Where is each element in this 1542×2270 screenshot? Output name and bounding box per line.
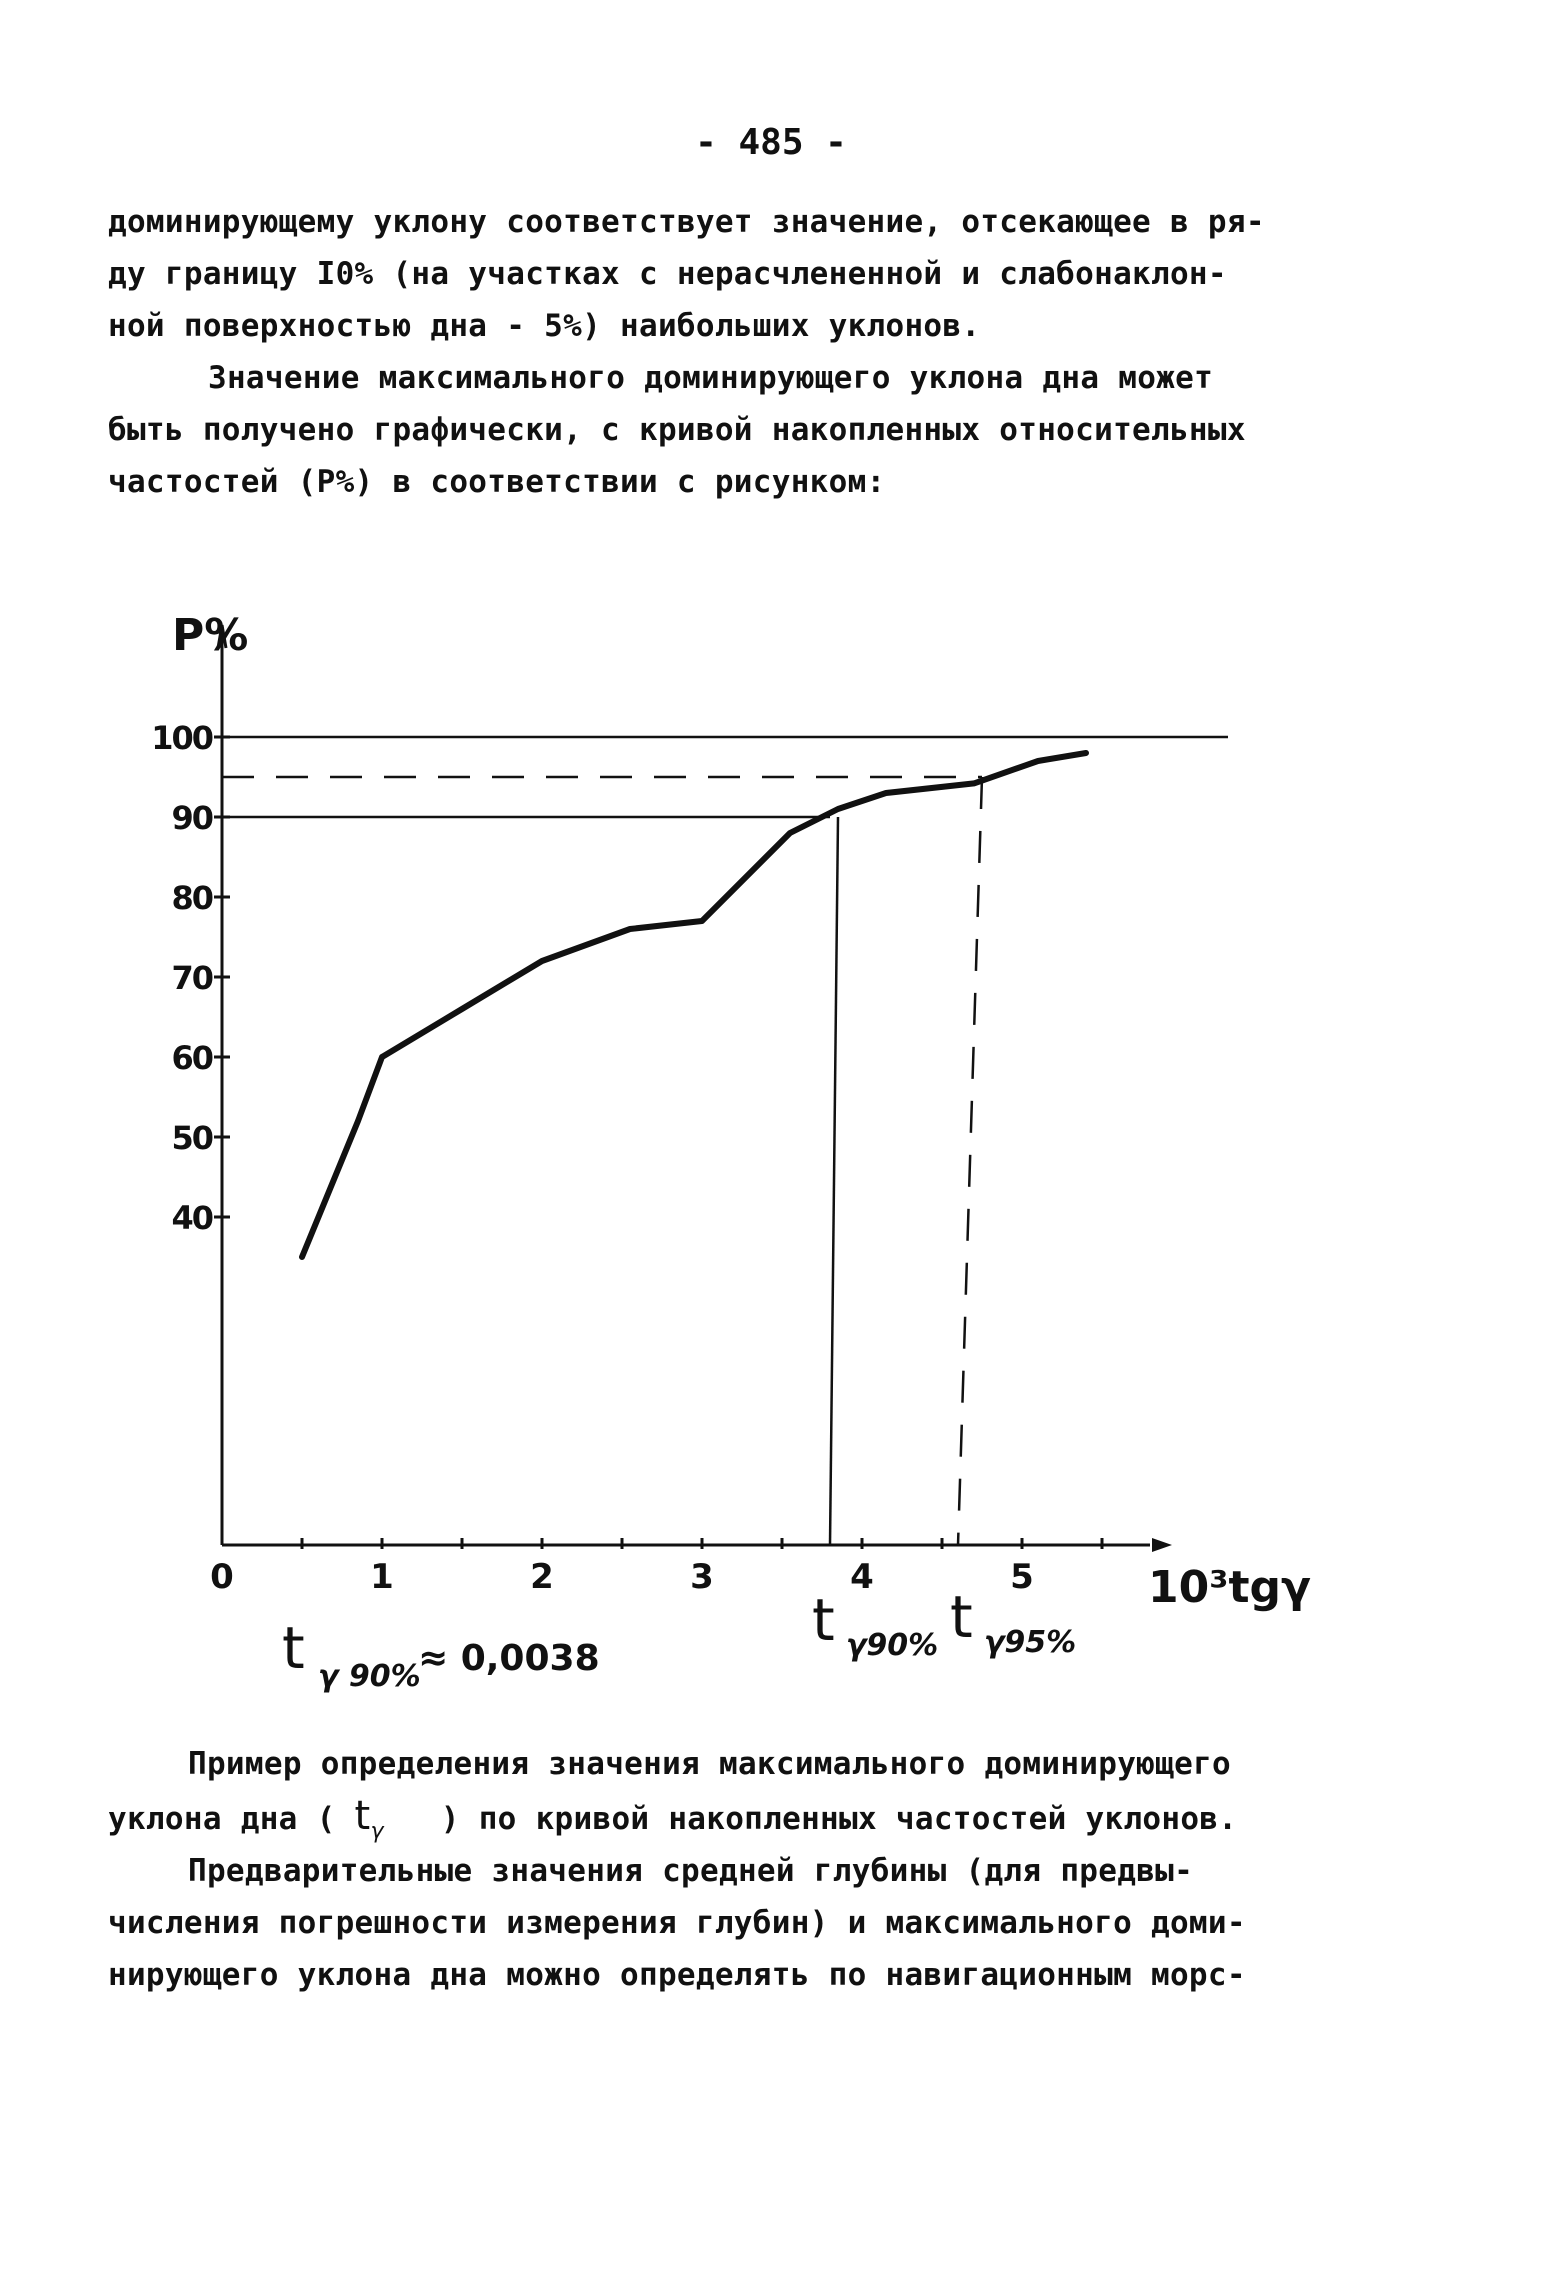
data-point [788,831,793,836]
t90-formula-t: t [282,1614,305,1682]
y-tick-label: 90 [171,799,212,837]
reference-line-vertical [958,777,982,1545]
x-axis-arrow [1152,1538,1172,1552]
data-point [628,927,633,932]
t95-label-t: t [950,1583,973,1651]
t90-formula-subscript: γ 90% [318,1659,421,1694]
t95-label-subscript: γ95% [984,1625,1077,1660]
x-tick-label: 5 [1010,1557,1034,1597]
data-point [884,791,889,796]
t90-formula-value: ≈ 0,0038 [418,1638,600,1679]
y-tick-label: 100 [151,719,212,757]
figure-caption [108,1738,1408,1858]
t90-label-t: t [812,1586,835,1654]
page-number: - 485 - [695,122,847,163]
y-axis-title: P% [172,610,249,661]
x-axis-title: 10³tgγ [1148,1562,1312,1613]
data-point [460,1007,465,1012]
t-gamma-symbol: $t_\gamma$ [354,1793,384,1844]
data-point [380,1055,385,1060]
y-tick-label: 40 [171,1199,212,1237]
data-point [1084,751,1089,756]
data-point [1036,759,1041,764]
caption-text: ) по кривой накопленных частостей уклонов. [440,1801,1238,1837]
text-line: частостей (P%) в соответствии с рисунком: [108,464,886,500]
text-line: Значение максимального доминирующего уклона дна может [208,360,1214,396]
x-tick-label: 2 [530,1557,554,1597]
text-line: доминирующему уклону соответствует значение, отсекающее в ря- [108,204,1265,240]
text-line: ной поверхностью дна - 5%) наибольших уклонов. [108,308,981,344]
text-line: быть получено графически, с кривой накопленных относительных [108,412,1246,448]
data-point [700,919,705,924]
t90-label-subscript: γ90% [846,1628,939,1663]
text-line: нирующего уклона дна можно определять по навигационным морс- [108,1957,1246,1993]
caption-text: уклона дна ( [108,1801,336,1837]
y-tick-label: 60 [171,1039,212,1077]
y-tick-label: 50 [171,1119,212,1157]
paragraph-preliminary-values [108,1845,1408,2001]
data-point [748,871,753,876]
x-tick-label: 3 [690,1557,714,1597]
data-point [300,1255,305,1260]
data-point [540,959,545,964]
text-line: ду границу I0% (на участках с нерасчлененной и слабонаклон- [108,256,1227,292]
data-point [836,807,841,812]
data-point [972,781,977,786]
caption-line: Пример определения значения максимального доминирующего [188,1746,1231,1782]
text-line: Предварительные значения средней глубины (для предвы- [188,1853,1194,1889]
data-point [356,1119,361,1124]
reference-line-vertical [830,817,838,1545]
x-tick-label: 0 [210,1557,234,1597]
x-tick-label: 1 [370,1557,394,1597]
x-tick-label: 4 [850,1557,874,1597]
y-tick-label: 70 [171,959,212,997]
text-line: числения погрешности измерения глубин) и максимального доми- [108,1905,1246,1941]
y-tick-label: 80 [171,879,212,917]
